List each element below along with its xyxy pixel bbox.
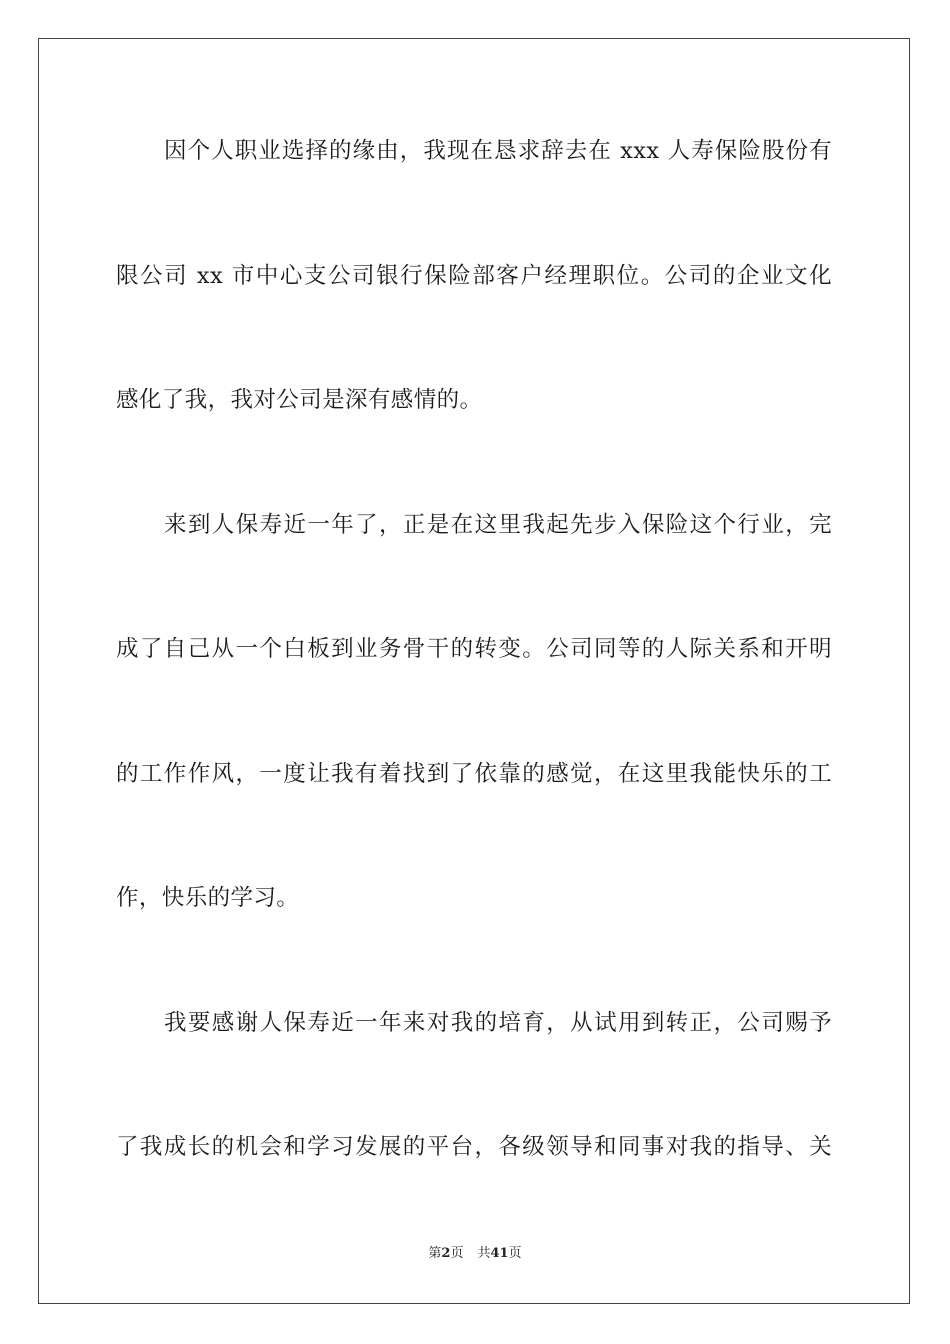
paragraph-1-line-2: 限公司 xx 市中心支公司银行保险部客户经理职位。公司的企业文化 [116, 263, 832, 289]
paragraph-2-line-4: 作，快乐的学习。 [116, 885, 300, 911]
paragraph-1-line-1: 因个人职业选择的缘由，我现在恳求辞去在 xxx 人寿保险股份有 [164, 138, 832, 164]
total-pages: 41 [490, 1246, 509, 1261]
paragraph-1-line-3: 感化了我，我对公司是深有感情的。 [116, 387, 483, 413]
page-number: 2 [441, 1246, 451, 1261]
paragraph-2-line-3: 的工作作风，一度让我有着找到了依靠的感觉，在这里我能快乐的工 [116, 761, 832, 787]
paragraph-3-line-2: 了我成长的机会和学习发展的平台，各级领导和同事对我的指导、关 [116, 1134, 832, 1160]
total-suffix: 页 [508, 1246, 522, 1261]
page-suffix: 页 [450, 1246, 464, 1261]
page-border [38, 38, 910, 1304]
paragraph-2-line-2: 成了自己从一个白板到业务骨干的转变。公司同等的人际关系和开明 [116, 636, 832, 662]
total-prefix: 共 [477, 1246, 491, 1261]
page-footer [0, 1245, 950, 1263]
paragraph-3-line-1: 我要感谢人保寿近一年来对我的培育，从试用到转正，公司赐予 [164, 1010, 832, 1036]
page-prefix: 第 [428, 1246, 442, 1261]
paragraph-2-line-1: 来到人保寿近一年了，正是在这里我起先步入保险这个行业，完 [164, 512, 832, 538]
